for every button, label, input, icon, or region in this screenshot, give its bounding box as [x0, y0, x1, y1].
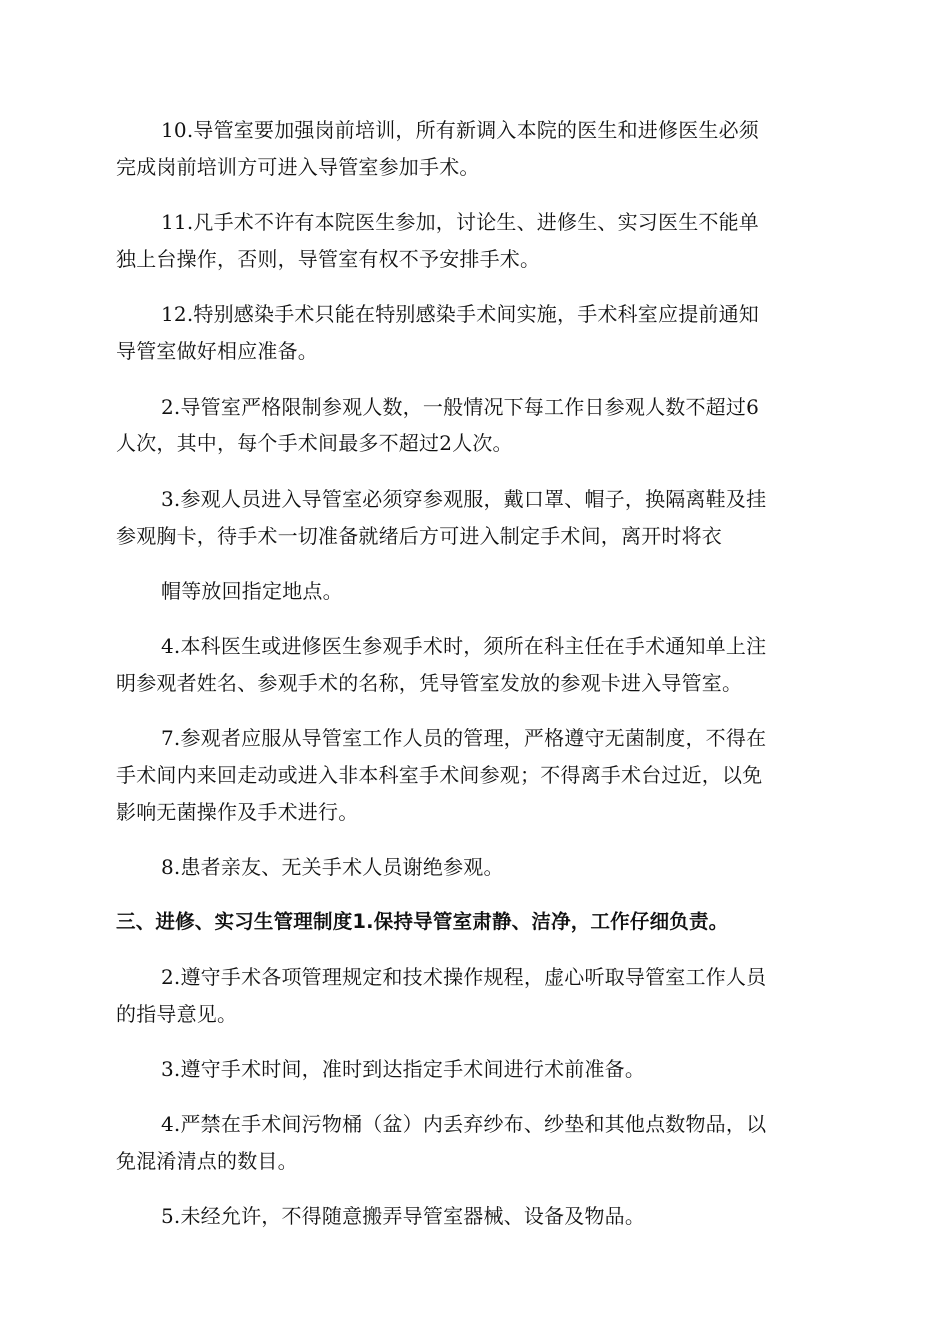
text-line: 参观胸卡，待手术一切准备就绪后方可进入制定手术间，离开时将衣: [116, 524, 722, 548]
text-line: 明参观者姓名、参观手术的名称，凭导管室发放的参观卡进入导管室。: [116, 671, 743, 695]
text-line: 独上台操作，否则，导管室有权不予安排手术。: [116, 247, 541, 271]
text-line: 3.遵守手术时间，准时到达指定手术间进行术前准备。: [161, 1057, 646, 1081]
text-line: 11.凡手术不许有本院医生参加，讨论生、进修生、实习医生不能单: [161, 210, 760, 234]
text-line: 8.患者亲友、无关手术人员谢绝参观。: [161, 855, 504, 879]
text-line: 7.参观者应服从导管室工作人员的管理，严格遵守无菌制度，不得在: [161, 726, 767, 750]
section-heading: 三、进修、实习生管理制度1.保持导管室肃静、洁净，工作仔细负责。: [116, 910, 729, 933]
text-line: 4.严禁在手术间污物桶（盆）内丢弃纱布、纱垫和其他点数物品，以: [161, 1112, 767, 1136]
text-line: 的指导意见。: [116, 1002, 238, 1026]
text-line: 手术间内来回走动或进入非本科室手术间参观；不得离手术台过近，以免: [116, 763, 763, 787]
text-line: 12.特别感染手术只能在特别感染手术间实施，手术科室应提前通知: [161, 302, 760, 326]
text-line: 导管室做好相应准备。: [116, 339, 318, 363]
text-line: 影响无菌操作及手术进行。: [116, 800, 359, 824]
text-line: 5.未经允许，不得随意搬弄导管室器械、设备及物品。: [161, 1204, 646, 1228]
text-line: 3.参观人员进入导管室必须穿参观服，戴口罩、帽子，换隔离鞋及挂: [161, 487, 767, 511]
text-line: 帽等放回指定地点。: [161, 579, 343, 603]
text-line: 4.本科医生或进修医生参观手术时，须所在科主任在手术通知单上注: [161, 634, 767, 658]
text-line: 免混淆清点的数目。: [116, 1149, 298, 1173]
text-line: 10.导管室要加强岗前培训，所有新调入本院的医生和进修医生必须: [161, 118, 760, 142]
text-line: 2.导管室严格限制参观人数，一般情况下每工作日参观人数不超过6: [161, 395, 760, 419]
text-line: 人次，其中，每个手术间最多不超过2人次。: [116, 431, 513, 455]
text-line: 完成岗前培训方可进入导管室参加手术。: [116, 155, 480, 179]
text-line: 2.遵守手术各项管理规定和技术操作规程，虚心听取导管室工作人员: [161, 965, 767, 989]
